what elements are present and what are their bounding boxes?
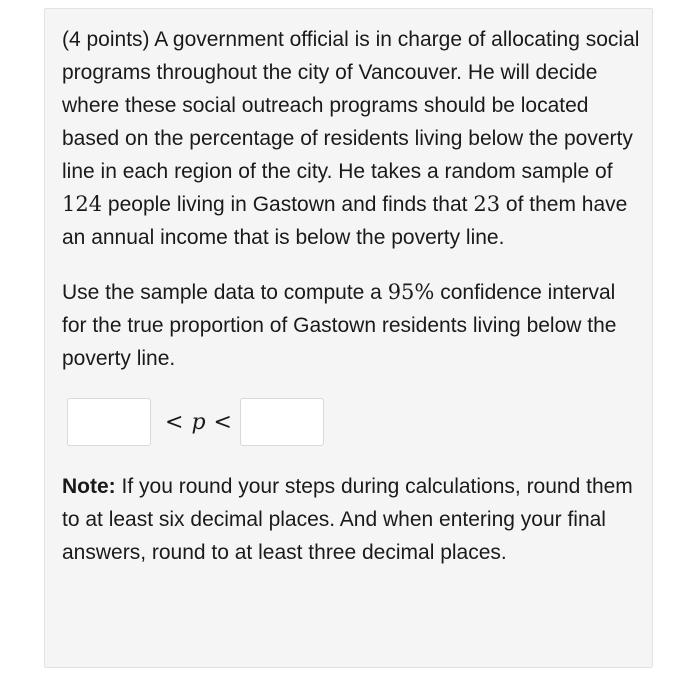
less-than-symbol: < (165, 409, 184, 435)
rounding-note (62, 470, 640, 569)
problem-text-2: people living in Gastown and finds that (102, 193, 474, 216)
sample-size-value: 124 (62, 192, 103, 216)
confidence-level-value: 95% (387, 280, 435, 304)
note-label: Note: (62, 475, 116, 498)
problem-statement (62, 23, 640, 254)
task-statement (62, 276, 640, 375)
problem-text-1: (4 points) A government official is in charge of allocating social programs throughout the city of Vancouver. He will decide where these social outreach programs should be located based on the percentage of residents living below the poverty line in each region of the city. He takes a random sample of (62, 28, 640, 183)
upper-bound-input[interactable] (240, 398, 324, 446)
task-text-1: Use the sample data to compute a (62, 281, 388, 304)
problem-text-3: of them have an annual income that is below the poverty line. (62, 193, 628, 249)
confidence-interval-answer (62, 398, 640, 446)
proportion-variable: p (191, 409, 206, 435)
question-content (62, 23, 640, 569)
less-than-symbol: < (213, 409, 232, 435)
note-text: If you round your steps during calculations, round them to at least six decimal places. And when entering your final answers, round to at least three decimal places. (62, 475, 633, 564)
success-count-value: 23 (473, 192, 501, 216)
lower-bound-input[interactable] (67, 398, 151, 446)
inequality-expression (165, 406, 232, 439)
question-card (44, 8, 653, 668)
task-text-2: confidence interval for the true proportion of Gastown residents living below the poverty line. (62, 281, 617, 370)
